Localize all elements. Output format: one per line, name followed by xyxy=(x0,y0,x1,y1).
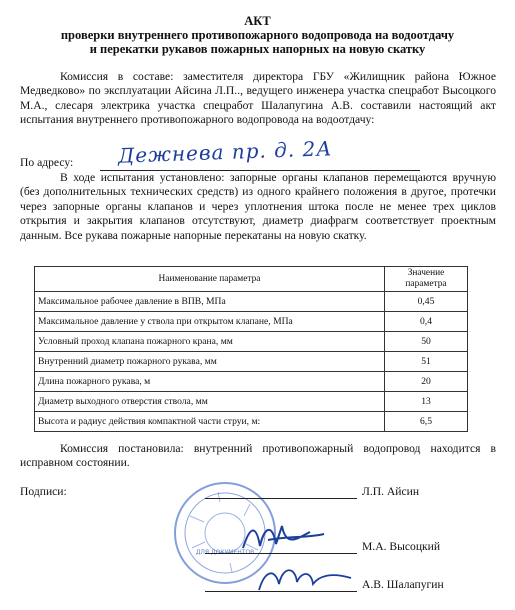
conclusion-paragraph: Комиссия постановила: внутренний противопожарный водопровод находится в исправном состоянии. xyxy=(20,442,496,470)
intro-paragraph: Комиссия в составе: заместителя директора ГБУ «Жилищник района Южное Медведково» по эксплуатации Айсина Л.П.., ведущего инженера участка спецработ Высоцкого М.А., слесаря электрика участка спецработ Шалапугина А.В. составили настоящий акт испытания внутреннего противопожарного водопровода на водоотдачу: xyxy=(20,70,496,127)
signatory-name: М.А. Высоцкий xyxy=(362,540,441,553)
table-row xyxy=(35,312,468,332)
param-name: Максимальное рабочее давление в ВПВ, МПа xyxy=(35,292,385,312)
value-column-header: Значение параметра xyxy=(385,267,468,292)
table-row xyxy=(35,332,468,352)
parameters-table xyxy=(34,266,468,432)
param-value: 0,4 xyxy=(385,312,468,332)
param-value: 0,45 xyxy=(385,292,468,312)
param-name: Высота и радиус действия компактной части струи, м: xyxy=(35,412,385,432)
signatures-label: Подписи: xyxy=(20,485,67,498)
signature-vysotsky-icon xyxy=(238,518,328,558)
param-column-header: Наименование параметра xyxy=(35,267,385,292)
signature-shalapugin-icon xyxy=(255,560,355,600)
signature-row xyxy=(0,485,515,505)
param-name: Условный проход клапана пожарного крана, мм xyxy=(35,332,385,352)
document-subtitle-line1: проверки внутреннего противопожарного водопровода на водоотдачу xyxy=(60,28,455,42)
param-value: 50 xyxy=(385,332,468,352)
param-value: 6,5 xyxy=(385,412,468,432)
address-label: По адресу: xyxy=(20,156,74,169)
table-row xyxy=(35,412,468,432)
signatory-name: Л.П. Айсин xyxy=(362,485,420,498)
table-header-row xyxy=(35,267,468,292)
table-row xyxy=(35,292,468,312)
table-row xyxy=(35,392,468,412)
param-value: 20 xyxy=(385,372,468,392)
param-name: Диаметр выходного отверстия ствола, мм xyxy=(35,392,385,412)
signature-line xyxy=(205,498,357,499)
handwritten-address: Дежнева пр. д. 2А xyxy=(117,136,333,168)
param-value: 13 xyxy=(385,392,468,412)
document-subtitle-line2: и перекатки рукавов пожарных напорных на новую скатку xyxy=(89,42,426,56)
document-title: АКТ xyxy=(244,14,271,28)
stamp-text: ДЛЯ ДОКУМЕНТОВ xyxy=(195,549,255,556)
signatory-name: А.В. Шалапугин xyxy=(362,578,444,591)
table-row xyxy=(35,372,468,392)
param-name: Внутренний диаметр пожарного рукава, мм xyxy=(35,352,385,372)
param-name: Длина пожарного рукава, м xyxy=(35,372,385,392)
param-value: 51 xyxy=(385,352,468,372)
table-row xyxy=(35,352,468,372)
test-results-paragraph: В ходе испытания установлено: запорные органы клапанов перемещаются вручную (без дополнительных технических средств) из одного крайнего положения в другое, протечки через запорные органы клапанов и через уплотнения штока после не менее трех циклов открытия и закрытия клапанов отсутствуют, диаметр диафрагм соответствует проектным данным. Все рукава пожарные напорные перекатаны на новую скатку. xyxy=(20,171,496,242)
param-name: Максимальное давление у ствола при открытом клапане, МПа xyxy=(35,312,385,332)
